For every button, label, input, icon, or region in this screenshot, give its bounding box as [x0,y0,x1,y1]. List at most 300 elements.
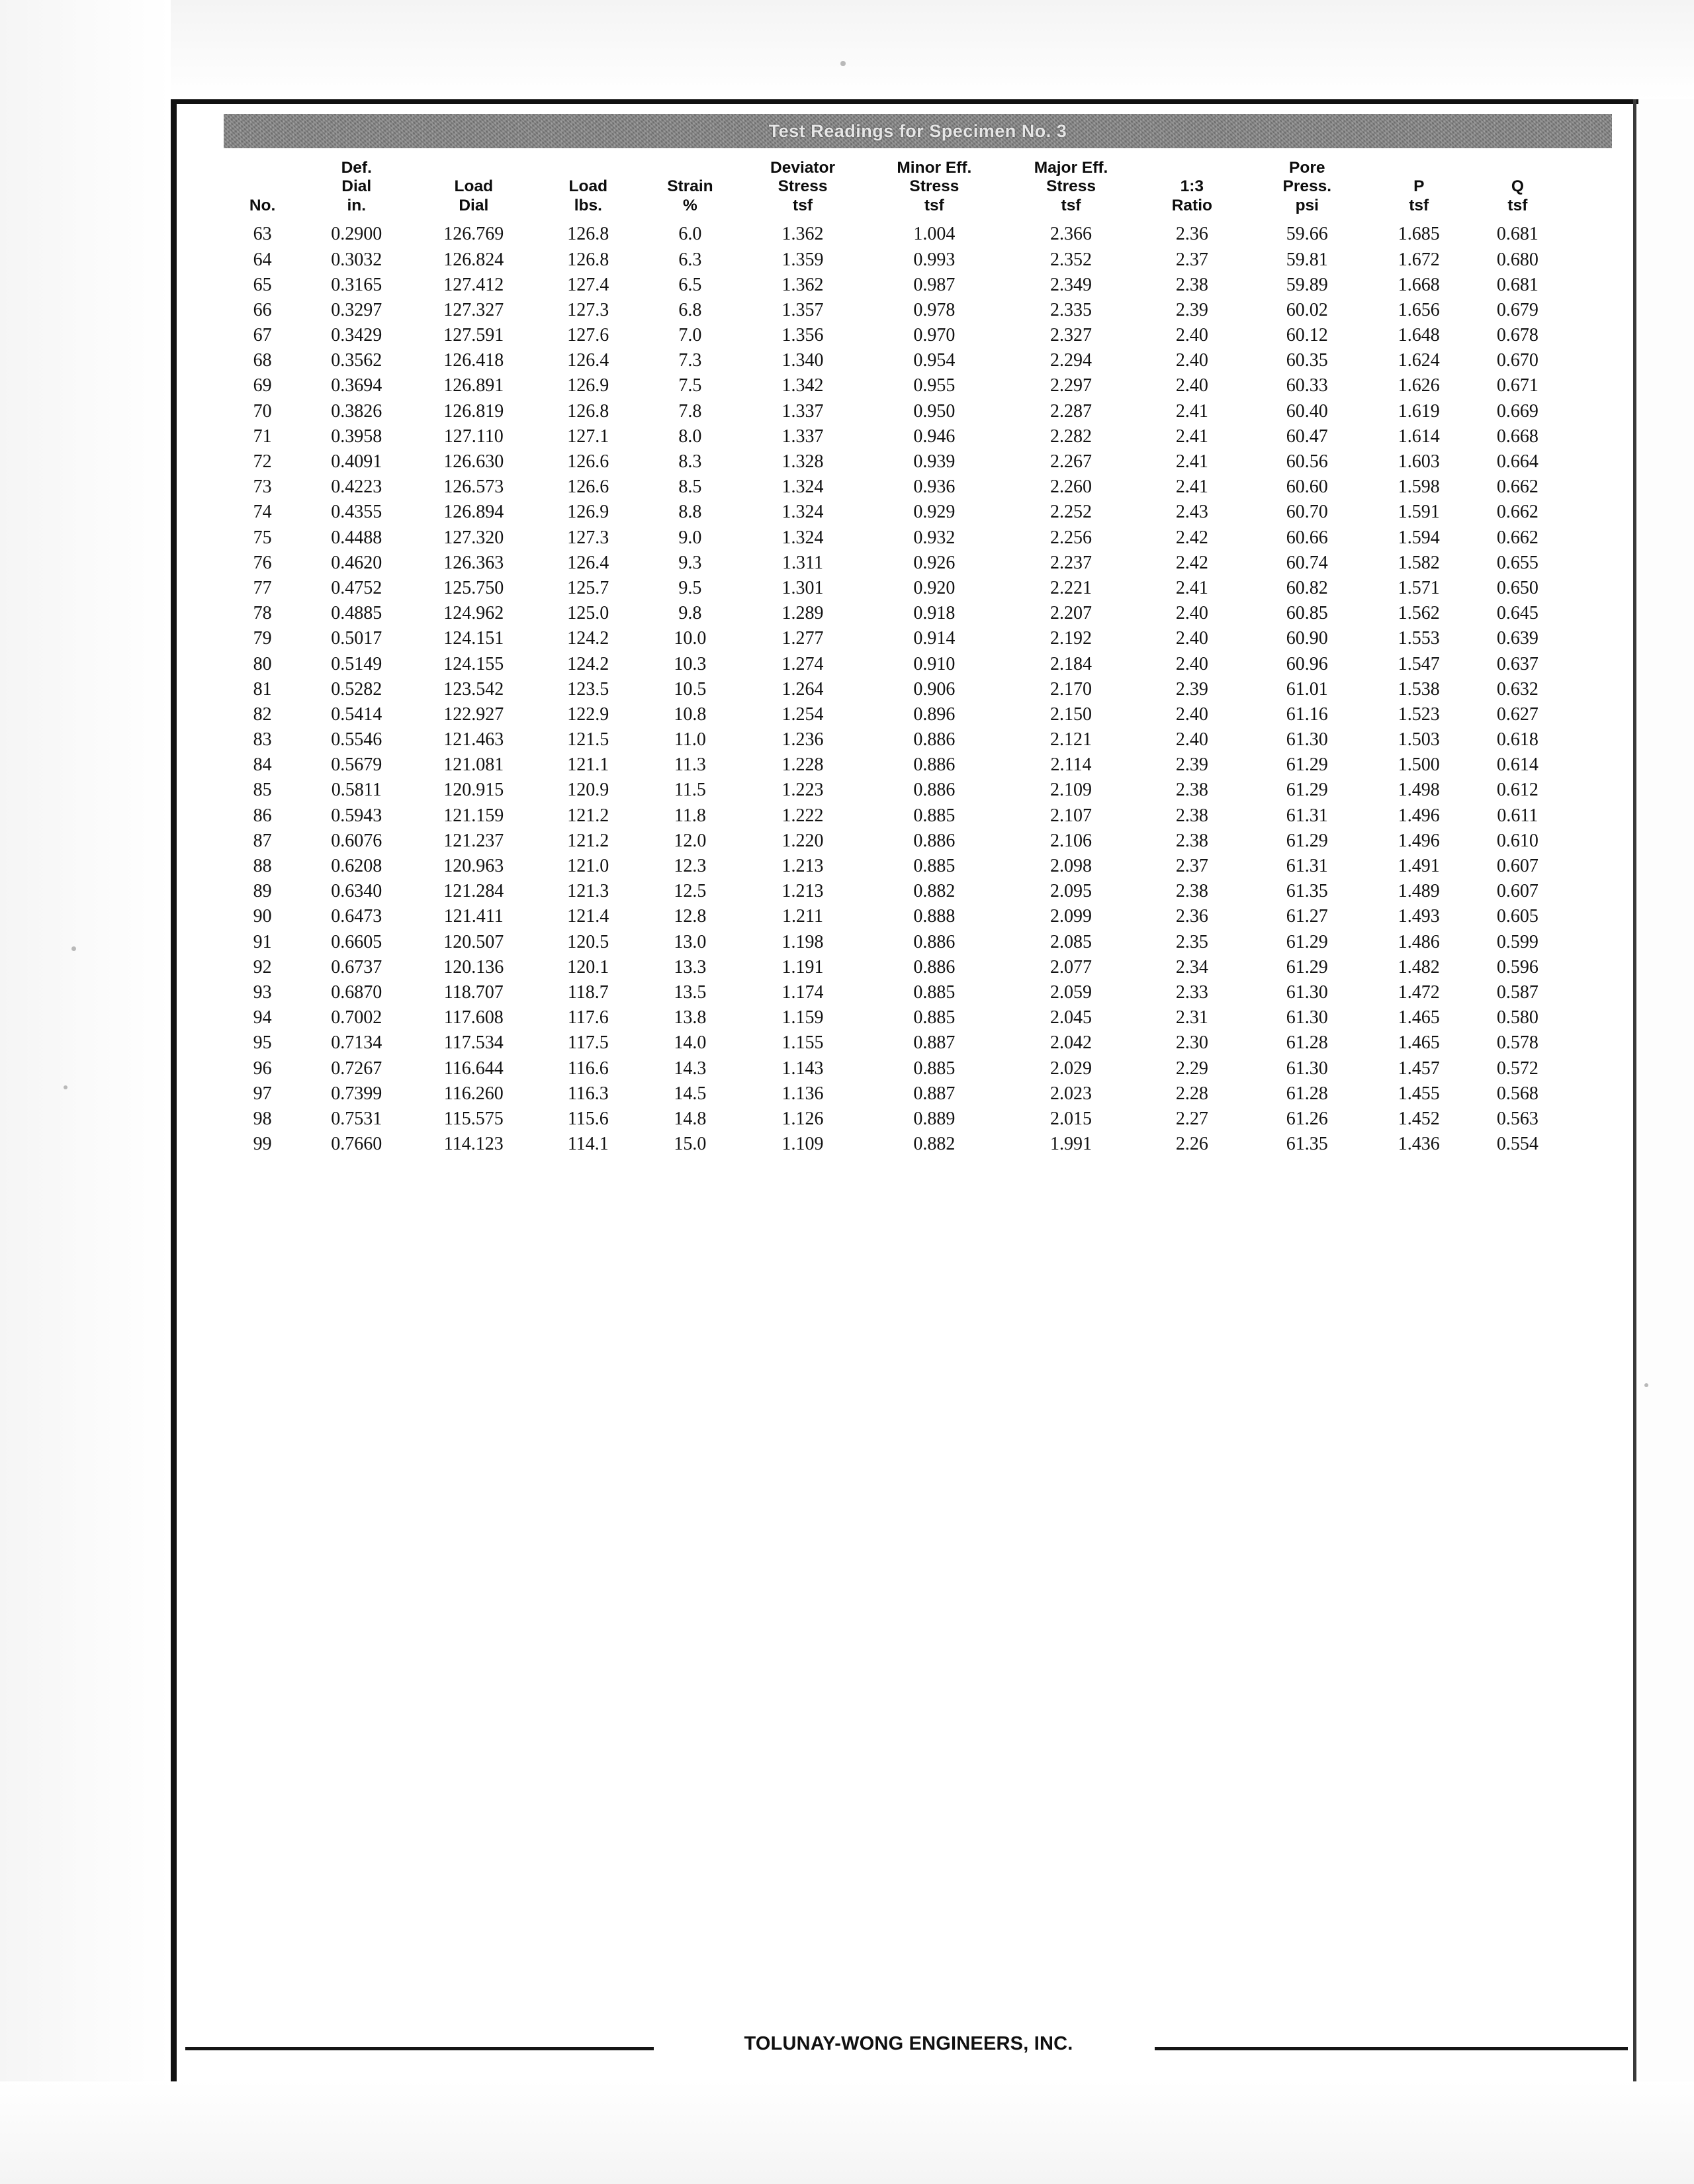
table-cell: 0.886 [913,931,956,952]
table-cell: 0.910 [913,653,956,674]
table-cell: 0.580 [1496,1007,1538,1028]
table-cell: 61.28 [1286,1032,1328,1054]
table-cell: 0.6208 [331,856,382,876]
table-cell: 121.2 [567,830,609,851]
table-cell: 0.587 [1496,981,1538,1003]
table-cell: 1.220 [781,830,824,851]
table-cell: 0.7134 [331,1032,382,1054]
column-header-line: 1:3 [1180,177,1204,196]
table-cell: 126.9 [567,502,609,523]
table-cell: 2.237 [1050,552,1092,573]
table-row [224,980,1567,1005]
table-cell: 61.31 [1286,805,1328,826]
table-cell: 1.457 [1398,1058,1440,1079]
table-cell: 61.35 [1286,881,1328,902]
table-cell: 2.352 [1050,249,1092,270]
table-header-row [224,159,1567,222]
table-cell: 0.3694 [331,375,382,396]
table-cell: 2.170 [1050,678,1092,700]
column-header-line: Ratio [1171,196,1212,214]
table-cell: 61.30 [1286,729,1328,751]
column-header-line: No. [249,196,276,214]
table-cell: 0.563 [1496,1108,1538,1129]
table-cell: 1.277 [781,628,824,649]
table-cell: 6.0 [678,224,702,245]
table-cell: 124.151 [443,628,504,649]
table-cell: 2.27 [1175,1108,1208,1129]
table-cell: 64 [253,249,272,270]
table-cell: 14.8 [674,1108,707,1129]
table-cell: 1.222 [781,805,824,826]
table-cell: 60.33 [1286,375,1328,396]
table-cell: 1.289 [781,603,824,624]
column-header-ratio [1139,159,1245,222]
column-header-line: psi [1295,196,1319,214]
table-cell: 13.3 [674,956,707,978]
table-header [224,159,1567,222]
table-cell: 2.34 [1175,956,1208,978]
table-cell: 60.12 [1286,325,1328,346]
table-cell: 2.26 [1175,1134,1208,1155]
table-cell: 1.491 [1398,856,1440,876]
table-cell: 2.297 [1050,375,1092,396]
table-cell: 13.8 [674,1007,707,1028]
table-cell: 126.8 [567,249,609,270]
table-cell: 1.324 [781,527,824,548]
table-row [224,424,1567,449]
table-cell: 60.40 [1286,400,1328,422]
table-cell: 98 [253,1108,272,1129]
table-cell: 1.340 [781,350,824,371]
table-cell: 2.059 [1050,981,1092,1003]
table-row [224,576,1567,601]
table-cell: 127.6 [567,325,609,346]
table-cell: 0.882 [913,881,956,902]
table-cell: 121.237 [443,830,504,851]
table-cell: 116.644 [443,1058,504,1079]
table-cell: 13.5 [674,981,707,1003]
table-row [224,727,1567,752]
table-cell: 88 [253,856,272,876]
table-cell: 1.274 [781,653,824,674]
column-header-line: Pore [1289,159,1325,177]
table-cell: 6.3 [678,249,702,270]
table-cell: 0.946 [913,426,956,447]
table-cell: 1.582 [1398,552,1440,573]
table-cell: 60.85 [1286,603,1328,624]
table-cell: 127.110 [443,426,504,447]
column-header-line: tsf [1507,196,1528,214]
table-cell: 2.114 [1050,754,1092,776]
table-cell: 1.143 [781,1058,824,1079]
table-cell: 2.43 [1175,502,1208,523]
table-cell: 0.662 [1496,527,1538,548]
table-cell: 61.29 [1286,754,1328,776]
table-cell: 0.554 [1496,1134,1538,1155]
table-cell: 69 [253,375,272,396]
table-cell: 59.66 [1286,224,1328,245]
table-cell: 126.418 [443,350,504,371]
table-cell: 97 [253,1083,272,1104]
column-header-line: Minor Eff. [897,159,972,177]
table-cell: 59.89 [1286,274,1328,295]
table-cell: 10.3 [674,653,707,674]
table-cell: 1.500 [1398,754,1440,776]
table-cell: 2.39 [1175,754,1208,776]
table-cell: 120.1 [567,956,609,978]
table-row [224,348,1567,373]
table-row [224,752,1567,778]
table-cell: 0.679 [1496,299,1538,320]
table-cell: 1.619 [1398,400,1440,422]
table-cell: 126.769 [443,224,504,245]
table-cell: 2.40 [1175,375,1208,396]
column-header-line [1468,159,1567,177]
table-cell: 0.6605 [331,931,382,952]
table-cell: 120.963 [443,856,504,876]
table-cell: 60.96 [1286,653,1328,674]
table-cell: 2.37 [1175,249,1208,270]
table-cell: 2.029 [1050,1058,1092,1079]
table-cell: 1.672 [1398,249,1440,270]
table-cell: 1.236 [781,729,824,751]
table-row [224,803,1567,829]
table-cell: 2.207 [1050,603,1092,624]
table-cell: 9.0 [678,527,702,548]
table-cell: 1.523 [1398,704,1440,725]
table-cell: 125.0 [567,603,609,624]
table-cell: 1.109 [781,1134,824,1155]
table-row [224,904,1567,929]
table-cell: 121.284 [443,881,504,902]
table-cell: 6.8 [678,299,702,320]
table-row [224,677,1567,702]
table-cell: 99 [253,1134,272,1155]
table-cell: 1.614 [1398,426,1440,447]
column-header-p [1370,159,1468,222]
table-cell: 1.126 [781,1108,824,1129]
table-cell: 0.885 [913,981,956,1003]
table-cell: 2.366 [1050,224,1092,245]
table-cell: 93 [253,981,272,1003]
table-cell: 11.8 [674,805,706,826]
table-cell: 9.3 [678,552,702,573]
table-cell: 61.27 [1286,906,1328,927]
table-cell: 121.3 [567,881,609,902]
table-cell: 61.30 [1286,1007,1328,1028]
table-cell: 0.572 [1496,1058,1538,1079]
column-header-line: Q [1511,177,1524,196]
table-cell: 0.929 [913,502,956,523]
table-cell: 1.603 [1398,451,1440,472]
table-cell: 10.8 [674,704,707,725]
table-cell: 121.4 [567,906,609,927]
table-row [224,298,1567,323]
table-cell: 2.40 [1175,350,1208,371]
table-cell: 0.605 [1496,906,1538,927]
table-cell: 95 [253,1032,272,1054]
table-cell: 0.678 [1496,325,1538,346]
table-cell: 0.650 [1496,577,1538,598]
table-cell: 2.109 [1050,780,1092,801]
table-cell: 1.301 [781,577,824,598]
table-cell: 0.3826 [331,400,382,422]
table-cell: 127.3 [567,299,609,320]
table-cell: 1.547 [1398,653,1440,674]
table-cell: 121.1 [567,754,609,776]
table-cell: 121.411 [443,906,504,927]
table-cell: 0.670 [1496,350,1538,371]
table-row [224,222,1567,247]
table-cell: 10.0 [674,628,707,649]
table-row [224,323,1567,348]
table-cell: 0.664 [1496,451,1538,472]
table-cell: 12.8 [674,906,707,927]
table-cell: 115.6 [567,1108,609,1129]
table-cell: 1.656 [1398,299,1440,320]
table-cell: 81 [253,678,272,700]
column-header-line [224,177,301,196]
table-cell: 8.0 [678,426,702,447]
table-cell: 13.0 [674,931,707,952]
table-row [224,626,1567,651]
table-cell: 121.081 [443,754,504,776]
table-cell: 2.287 [1050,400,1092,422]
table-cell: 83 [253,729,272,751]
table-cell: 127.591 [443,325,504,346]
table-cell: 2.107 [1050,805,1092,826]
table-cell: 0.5546 [331,729,382,751]
table-cell: 61.35 [1286,1134,1328,1155]
column-header-line: Stress [778,177,828,196]
table-cell: 126.630 [443,451,504,472]
column-header-line [224,159,301,177]
table-cell: 0.882 [913,1134,956,1155]
table-cell: 2.150 [1050,704,1092,725]
column-header-load-dial [412,159,535,222]
table-cell: 0.914 [913,628,956,649]
table-cell: 11.0 [674,729,706,751]
table-cell: 2.36 [1175,906,1208,927]
table-cell: 2.106 [1050,830,1092,851]
table-cell: 0.6340 [331,881,382,902]
page-title: Test Readings for Specimen No. 3 [768,120,1067,141]
table-cell: 2.41 [1175,426,1208,447]
table-cell: 60.74 [1286,552,1328,573]
table-cell: 0.599 [1496,931,1538,952]
table-cell: 0.645 [1496,603,1538,624]
table-cell: 74 [253,502,272,523]
table-cell: 77 [253,577,272,598]
table-cell: 0.888 [913,906,956,927]
table-cell: 1.991 [1050,1134,1092,1155]
table-cell: 6.5 [678,274,702,295]
table-cell: 1.356 [781,325,824,346]
table-cell: 1.465 [1398,1007,1440,1028]
table-cell: 14.3 [674,1058,707,1079]
table-cell: 2.256 [1050,527,1092,548]
table-row [224,955,1567,980]
table-cell: 2.42 [1175,552,1208,573]
table-cell: 1.624 [1398,350,1440,371]
table-cell: 1.452 [1398,1108,1440,1129]
column-header-no [224,159,301,222]
table-cell: 7.3 [678,350,702,371]
table-cell: 0.681 [1496,224,1538,245]
column-header-minor-eff-stress [866,159,1003,222]
scan-speck [71,946,76,951]
table-cell: 1.155 [781,1032,824,1054]
column-header-line: tsf [1409,196,1429,214]
table-cell: 60.82 [1286,577,1328,598]
table-cell: 2.282 [1050,426,1092,447]
table-cell: 1.493 [1398,906,1440,927]
column-header-line [1370,159,1468,177]
table-cell: 1.562 [1398,603,1440,624]
table-cell: 72 [253,451,272,472]
footer-rule-right [1155,2047,1628,2050]
table-cell: 85 [253,780,272,801]
table-row [224,399,1567,424]
column-header-line: in. [347,196,367,214]
table-cell: 1.571 [1398,577,1440,598]
table-cell: 0.4223 [331,477,382,498]
table-cell: 1.496 [1398,830,1440,851]
table-cell: 0.950 [913,400,956,422]
table-cell: 60.90 [1286,628,1328,649]
column-header-strain [641,159,739,222]
table-cell: 0.6076 [331,830,382,851]
table-cell: 1.254 [781,704,824,725]
table-cell: 0.610 [1496,830,1538,851]
table-cell: 1.489 [1398,881,1440,902]
table-cell: 117.6 [567,1007,609,1028]
table-cell: 0.918 [913,603,956,624]
table-cell: 61.30 [1286,1058,1328,1079]
table-cell: 2.335 [1050,299,1092,320]
table-cell: 2.40 [1175,704,1208,725]
table-cell: 0.7267 [331,1058,382,1079]
table-cell: 0.612 [1496,780,1538,801]
table-cell: 96 [253,1058,272,1079]
table-cell: 1.337 [781,400,824,422]
table-cell: 0.889 [913,1108,956,1129]
table-cell: 126.894 [443,502,504,523]
table-row [224,475,1567,500]
table-cell: 0.607 [1496,856,1538,876]
table-cell: 121.5 [567,729,609,751]
table-cell: 2.349 [1050,274,1092,295]
table-cell: 115.575 [443,1108,504,1129]
table-cell: 82 [253,704,272,725]
table-cell: 1.174 [781,981,824,1003]
table-cell: 0.662 [1496,477,1538,498]
table-cell: 114.123 [443,1134,504,1155]
table-cell: 2.42 [1175,527,1208,548]
table-cell: 2.095 [1050,881,1092,902]
table-cell: 65 [253,274,272,295]
table-cell: 60.02 [1286,299,1328,320]
table-cell: 91 [253,931,272,952]
table-cell: 0.887 [913,1083,956,1104]
table-cell: 1.538 [1398,678,1440,700]
table-cell: 1.159 [781,1007,824,1028]
table-cell: 12.5 [674,881,707,902]
table-cell: 0.681 [1496,274,1538,295]
table-row [224,500,1567,525]
table-cell: 120.507 [443,931,504,952]
table-cell: 61.31 [1286,856,1328,876]
table-cell: 126.4 [567,552,609,573]
table-row [224,651,1567,676]
table-cell: 2.085 [1050,931,1092,952]
table-cell: 0.3297 [331,299,382,320]
table-cell: 125.750 [443,577,504,598]
table-cell: 121.463 [443,729,504,751]
column-header-line: Press. [1282,177,1332,196]
table-cell: 127.1 [567,426,609,447]
table-cell: 126.819 [443,400,504,422]
table-cell: 2.327 [1050,325,1092,346]
table-cell: 59.81 [1286,249,1328,270]
table-cell: 1.228 [781,754,824,776]
table-cell: 2.38 [1175,780,1208,801]
column-header-line [1139,159,1245,177]
table-cell: 1.342 [781,375,824,396]
table-cell: 70 [253,400,272,422]
table-cell: 126.573 [443,477,504,498]
table-cell: 86 [253,805,272,826]
column-header-line: tsf [1061,196,1081,214]
table-cell: 1.503 [1398,729,1440,751]
table-cell: 0.887 [913,1032,956,1054]
table-row [224,1107,1567,1132]
table-cell: 0.5811 [331,780,382,801]
table-cell: 61.29 [1286,931,1328,952]
column-header-def-dial [301,159,412,222]
table-cell: 8.8 [678,502,702,523]
table-cell: 2.33 [1175,981,1208,1003]
table-cell: 0.936 [913,477,956,498]
table-cell: 125.7 [567,577,609,598]
table-cell: 0.3032 [331,249,382,270]
table-cell: 60.47 [1286,426,1328,447]
table-cell: 121.2 [567,805,609,826]
table-cell: 61.29 [1286,830,1328,851]
table-cell: 121.159 [443,805,504,826]
table-cell: 2.35 [1175,931,1208,952]
table-cell: 127.327 [443,299,504,320]
table-cell: 9.5 [678,577,702,598]
table-cell: 11.3 [674,754,706,776]
table-row [224,1132,1567,1157]
column-header-line: Load [568,177,608,196]
table-cell: 123.5 [567,678,609,700]
table-cell: 0.639 [1496,628,1538,649]
table-cell: 11.5 [674,780,706,801]
table-cell: 9.8 [678,603,702,624]
table-cell: 12.3 [674,856,707,876]
column-header-line: tsf [924,196,944,214]
table-cell: 10.5 [674,678,707,700]
table-cell: 7.8 [678,400,702,422]
table-cell: 0.955 [913,375,956,396]
table-cell: 0.885 [913,805,956,826]
table-cell: 0.886 [913,754,956,776]
column-header-pore-press [1245,159,1370,222]
table-cell: 8.3 [678,451,702,472]
table-cell: 68 [253,350,272,371]
